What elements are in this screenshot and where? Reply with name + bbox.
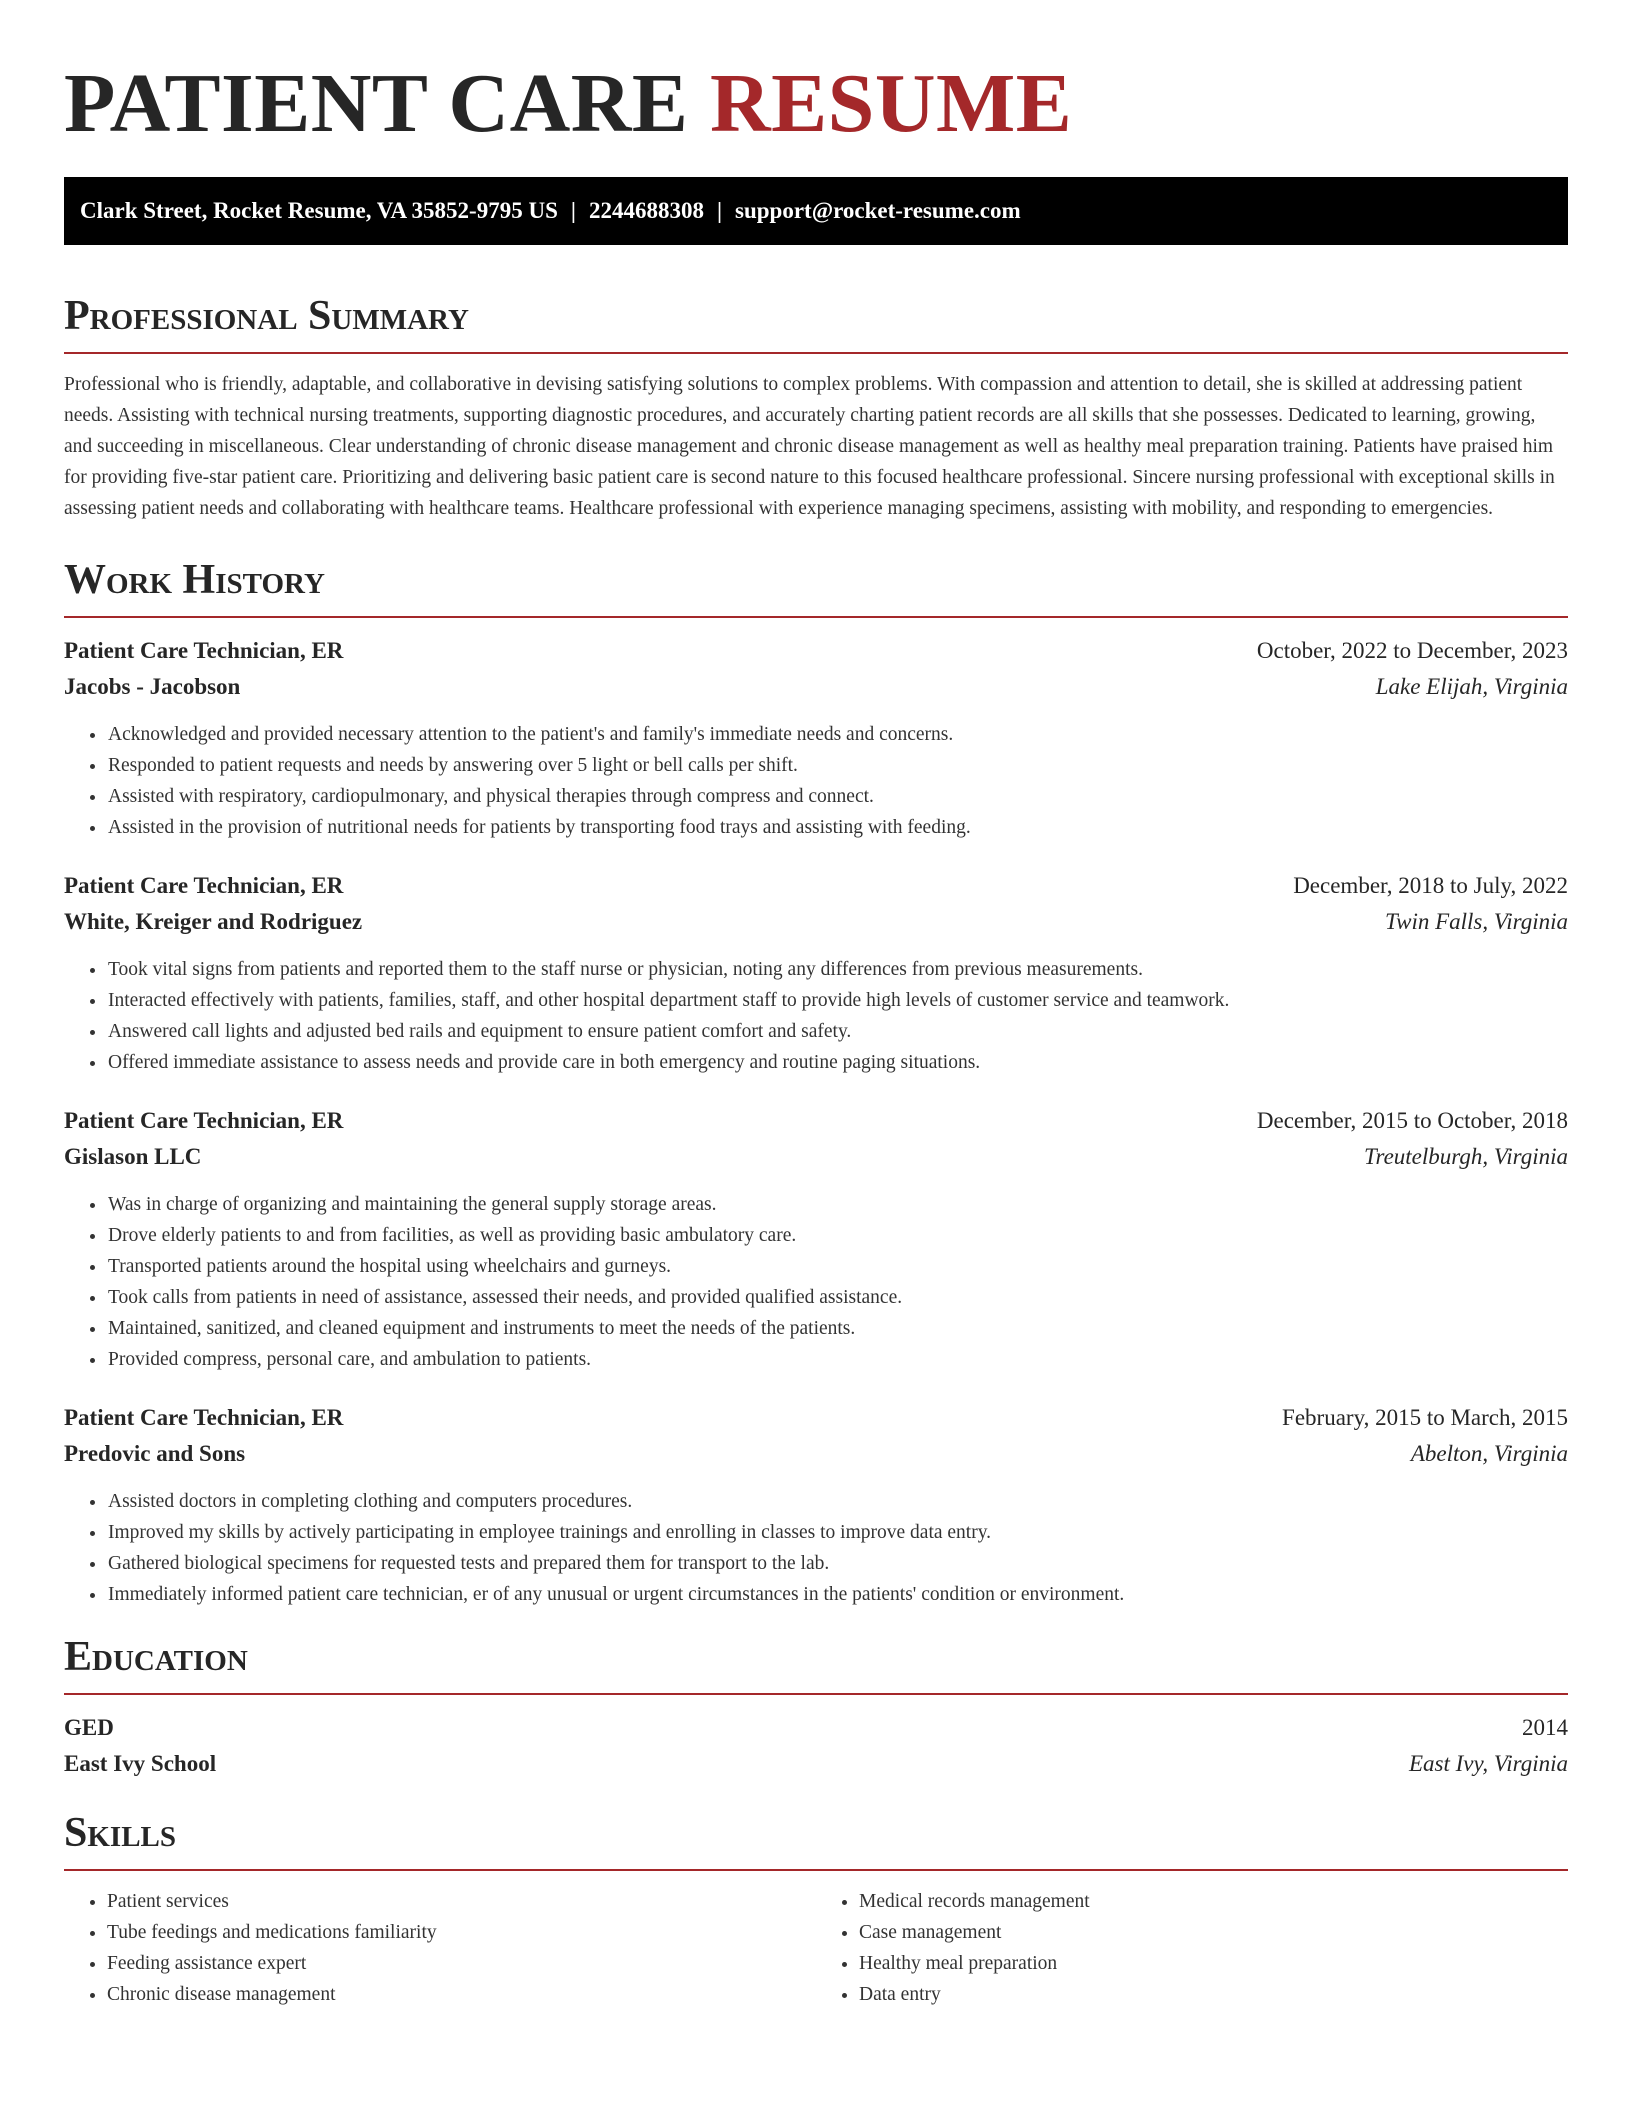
job-company: White, Kreiger and Rodriguez bbox=[64, 909, 363, 935]
job-bullet: • Offered immediate assistance to assess needs and provide care in both emergency and routine paging situations. bbox=[107, 1047, 1568, 1078]
skills-section bbox=[64, 1808, 1568, 2010]
job-bullet: • Maintained, sanitized, and cleaned equipment and instruments to meet the needs of the patients. bbox=[107, 1313, 1568, 1344]
job-title: Patient Care Technician, ER bbox=[64, 1405, 344, 1431]
job-bullet: • Acknowledged and provided necessary attention to the patient's and family's immediate needs and concerns. bbox=[107, 719, 1568, 750]
job-company-row bbox=[64, 1139, 1568, 1175]
job-bullet: • Immediately informed patient care technician, er of any unusual or urgent circumstances in the patients' condition or environment. bbox=[107, 1579, 1568, 1610]
job-location: Lake Elijah, Virginia bbox=[1375, 674, 1568, 700]
education-divider bbox=[64, 1693, 1568, 1695]
job-entry bbox=[64, 633, 1568, 843]
job-bullets bbox=[64, 1189, 1568, 1375]
job-bullet: • Answered call lights and adjusted bed rails and equipment to ensure patient comfort and safety. bbox=[107, 1016, 1568, 1047]
education-heading: Education bbox=[64, 1634, 248, 1681]
job-bullet: • Assisted with respiratory, cardiopulmonary, and physical therapies through compress and connect. bbox=[107, 781, 1568, 812]
job-header bbox=[64, 1400, 1568, 1436]
job-location: Abelton, Virginia bbox=[1410, 1441, 1568, 1467]
resume-title bbox=[64, 58, 1568, 150]
skill-item: • Chronic disease management bbox=[107, 1979, 816, 2010]
education-year: 2014 bbox=[1522, 1715, 1568, 1741]
work-history-divider bbox=[64, 616, 1568, 618]
job-bullet: • Gathered biological specimens for requested tests and prepared them for transport to the lab. bbox=[107, 1548, 1568, 1579]
skills-column-left bbox=[64, 1886, 816, 2010]
summary-heading: Professional Summary bbox=[64, 293, 469, 339]
contact-bar bbox=[64, 177, 1568, 245]
job-entry bbox=[64, 1103, 1568, 1375]
job-bullet: • Drove elderly patients to and from facilities, as well as providing basic ambulatory care. bbox=[107, 1220, 1568, 1251]
skill-item: • Medical records management bbox=[859, 1886, 1568, 1917]
title-main: PATIENT CARE bbox=[64, 57, 689, 150]
resume-page bbox=[64, 0, 1568, 2010]
job-bullet: • Assisted in the provision of nutritional needs for patients by transporting food trays and assisting with feeding. bbox=[107, 812, 1568, 843]
skill-item: • Feeding assistance expert bbox=[107, 1948, 816, 1979]
summary-divider bbox=[64, 352, 1568, 354]
skill-item: • Healthy meal preparation bbox=[859, 1948, 1568, 1979]
contact-address: Clark Street, Rocket Resume, VA 35852-9795 US bbox=[80, 198, 558, 223]
job-header bbox=[64, 868, 1568, 904]
education-entry bbox=[64, 1710, 1568, 1782]
skill-item: • Data entry bbox=[859, 1979, 1568, 2010]
job-company-row bbox=[64, 669, 1568, 705]
education-school: East Ivy School bbox=[64, 1751, 217, 1777]
skills-list bbox=[64, 1886, 1568, 2010]
contact-phone: 2244688308 bbox=[588, 198, 704, 223]
job-dates: October, 2022 to December, 2023 bbox=[1256, 638, 1568, 664]
work-history-section bbox=[64, 555, 1568, 1610]
title-accent: RESUME bbox=[709, 57, 1073, 150]
job-company: Gislason LLC bbox=[64, 1144, 202, 1170]
education-school-row bbox=[64, 1746, 1568, 1782]
job-bullet: • Interacted effectively with patients, families, staff, and other hospital department staff to provide high levels of customer service and teamwork. bbox=[107, 985, 1568, 1016]
education-degree: GED bbox=[64, 1715, 114, 1741]
job-location: Twin Falls, Virginia bbox=[1385, 909, 1568, 935]
education-location: East Ivy, Virginia bbox=[1408, 1751, 1568, 1777]
job-company-row bbox=[64, 904, 1568, 940]
job-entry bbox=[64, 868, 1568, 1078]
job-dates: December, 2018 to July, 2022 bbox=[1293, 873, 1568, 899]
job-bullet: • Was in charge of organizing and maintaining the general supply storage areas. bbox=[107, 1189, 1568, 1220]
job-title: Patient Care Technician, ER bbox=[64, 873, 344, 899]
job-bullet: • Took vital signs from patients and reported them to the staff nurse or physician, noting any differences from previous measurements. bbox=[107, 954, 1568, 985]
job-bullet: • Took calls from patients in need of assistance, assessed their needs, and provided qualified assistance. bbox=[107, 1282, 1568, 1313]
contact-separator: | bbox=[570, 198, 576, 223]
skills-divider bbox=[64, 1869, 1568, 1871]
summary-text: Professional who is friendly, adaptable, and collaborative in devising satisfying solutions to complex problems. With compassion and attention to detail, she is skilled at addressing patient needs. Assisting with technical nursing treatments, supporting diagnostic procedures, and accurately charting patient records are all skills that she possesses. Dedicated to learning, growing, and succeeding in miscellaneous. Clear understanding of chronic disease management and chronic disease management as well as healthy meal preparation training. Patients have praised him for providing five-star patient care. Prioritizing and delivering basic patient care is second nature to this focused healthcare professional. Sincere nursing professional with exceptional skills in assessing patient needs and collaborating with healthcare teams. Healthcare professional with experience managing specimens, assisting with mobility, and responding to emergencies. bbox=[64, 374, 1555, 520]
job-bullet: • Provided compress, personal care, and ambulation to patients. bbox=[107, 1344, 1568, 1375]
job-bullet: • Assisted doctors in completing clothing and computers procedures. bbox=[107, 1486, 1568, 1517]
skill-item: • Patient services bbox=[107, 1886, 816, 1917]
job-company-row bbox=[64, 1436, 1568, 1472]
contact-separator: | bbox=[716, 198, 723, 223]
contact-email: support@rocket-resume.com bbox=[735, 198, 1021, 223]
job-bullets bbox=[64, 1486, 1568, 1610]
job-bullet: • Transported patients around the hospital using wheelchairs and gurneys. bbox=[107, 1251, 1568, 1282]
work-history-heading: Work History bbox=[64, 557, 325, 604]
education-section bbox=[64, 1632, 1568, 1782]
job-bullets bbox=[64, 719, 1568, 843]
job-bullet: • Responded to patient requests and needs by answering over 5 light or bell calls per shift. bbox=[107, 750, 1568, 781]
summary-section bbox=[64, 291, 1568, 524]
skill-item: • Case management bbox=[859, 1917, 1568, 1948]
job-title: Patient Care Technician, ER bbox=[64, 638, 344, 664]
job-header bbox=[64, 1103, 1568, 1139]
job-title: Patient Care Technician, ER bbox=[64, 1108, 344, 1134]
job-bullet: • Improved my skills by actively participating in employee trainings and enrolling in classes to improve data entry. bbox=[107, 1517, 1568, 1548]
job-entry bbox=[64, 1400, 1568, 1610]
job-company: Predovic and Sons bbox=[64, 1441, 246, 1467]
job-location: Treutelburgh, Virginia bbox=[1363, 1144, 1568, 1170]
job-header bbox=[64, 633, 1568, 669]
skill-item: • Tube feedings and medications familiarity bbox=[107, 1917, 816, 1948]
job-dates: December, 2015 to October, 2018 bbox=[1256, 1108, 1568, 1134]
education-header bbox=[64, 1710, 1568, 1746]
job-bullets bbox=[64, 954, 1568, 1078]
job-company: Jacobs - Jacobson bbox=[64, 674, 241, 700]
skills-column-right bbox=[816, 1886, 1568, 2010]
job-dates: February, 2015 to March, 2015 bbox=[1282, 1405, 1568, 1431]
skills-heading: Skills bbox=[64, 1810, 177, 1857]
